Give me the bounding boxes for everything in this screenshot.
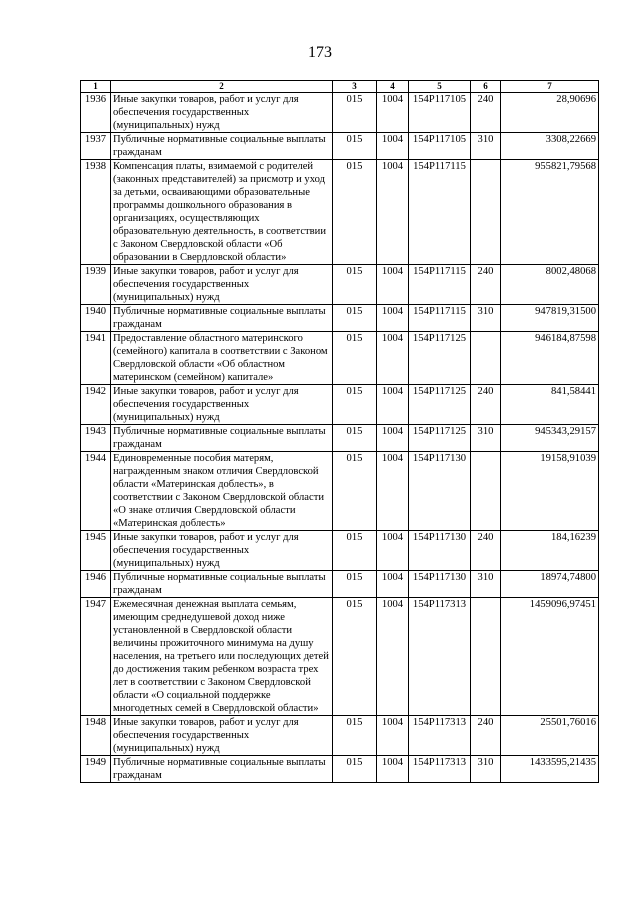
amount-cell: 946184,87598: [501, 332, 599, 385]
expense-name-cell: Публичные нормативные социальные выплаты гражданам: [111, 571, 333, 598]
column-header: 4: [377, 81, 409, 93]
ministry-code-cell: 015: [333, 716, 377, 756]
ministry-code-cell: 015: [333, 93, 377, 133]
table-row: [81, 133, 599, 160]
table-row: [81, 531, 599, 571]
ministry-code-cell: 015: [333, 571, 377, 598]
target-article-code-cell: 154P117313: [409, 716, 471, 756]
amount-cell: 28,90696: [501, 93, 599, 133]
target-article-code-cell: 154P117105: [409, 93, 471, 133]
ministry-code-cell: 015: [333, 531, 377, 571]
target-article-code-cell: 154P117130: [409, 571, 471, 598]
target-article-code-cell: 154P117125: [409, 425, 471, 452]
row-number-cell: 1947: [81, 598, 111, 716]
expense-type-code-cell: 310: [471, 305, 501, 332]
column-header: 5: [409, 81, 471, 93]
expense-type-code-cell: 240: [471, 93, 501, 133]
table-row: [81, 305, 599, 332]
section-code-cell: 1004: [377, 756, 409, 783]
row-number-cell: 1942: [81, 385, 111, 425]
row-number-cell: 1936: [81, 93, 111, 133]
expense-name-cell: Единовременные пособия матерям, награжденным знаком отличия Свердловской области «Материнская доблесть», в соответствии с Законом Свердловской области «О знаке отличия Свердловской области «Материнская доблесть»: [111, 452, 333, 531]
table-row: [81, 93, 599, 133]
expense-name-cell: Иные закупки товаров, работ и услуг для обеспечения государственных (муниципальных) нужд: [111, 93, 333, 133]
table-body: [81, 93, 599, 783]
ministry-code-cell: 015: [333, 133, 377, 160]
section-code-cell: 1004: [377, 598, 409, 716]
ministry-code-cell: 015: [333, 425, 377, 452]
target-article-code-cell: 154P117125: [409, 332, 471, 385]
amount-cell: 947819,31500: [501, 305, 599, 332]
expense-type-code-cell: 310: [471, 756, 501, 783]
ministry-code-cell: 015: [333, 385, 377, 425]
expense-name-cell: Публичные нормативные социальные выплаты гражданам: [111, 133, 333, 160]
target-article-code-cell: 154P117125: [409, 385, 471, 425]
budget-table: [80, 80, 599, 783]
target-article-code-cell: 154P117115: [409, 265, 471, 305]
ministry-code-cell: 015: [333, 756, 377, 783]
amount-cell: 8002,48068: [501, 265, 599, 305]
table-row: [81, 160, 599, 265]
amount-cell: 1459096,97451: [501, 598, 599, 716]
amount-cell: 945343,29157: [501, 425, 599, 452]
table-row: [81, 265, 599, 305]
row-number-cell: 1944: [81, 452, 111, 531]
section-code-cell: 1004: [377, 133, 409, 160]
row-number-cell: 1941: [81, 332, 111, 385]
expense-name-cell: Предоставление областного материнского (семейного) капитала в соответствии с Законом Свердловской области «Об областном материнском (семейном) капитале»: [111, 332, 333, 385]
expense-name-cell: Публичные нормативные социальные выплаты гражданам: [111, 305, 333, 332]
ministry-code-cell: 015: [333, 265, 377, 305]
ministry-code-cell: 015: [333, 160, 377, 265]
target-article-code-cell: 154P117130: [409, 452, 471, 531]
row-number-cell: 1946: [81, 571, 111, 598]
column-header: 1: [81, 81, 111, 93]
amount-cell: 25501,76016: [501, 716, 599, 756]
row-number-cell: 1938: [81, 160, 111, 265]
row-number-cell: 1943: [81, 425, 111, 452]
expense-type-code-cell: 240: [471, 265, 501, 305]
table-row: [81, 598, 599, 716]
section-code-cell: 1004: [377, 305, 409, 332]
expense-type-code-cell: 240: [471, 716, 501, 756]
section-code-cell: 1004: [377, 452, 409, 531]
expense-name-cell: Публичные нормативные социальные выплаты гражданам: [111, 425, 333, 452]
row-number-cell: 1948: [81, 716, 111, 756]
ministry-code-cell: 015: [333, 598, 377, 716]
column-header: 6: [471, 81, 501, 93]
expense-type-code-cell: 240: [471, 531, 501, 571]
row-number-cell: 1939: [81, 265, 111, 305]
column-header: 2: [111, 81, 333, 93]
section-code-cell: 1004: [377, 332, 409, 385]
expense-name-cell: Компенсация платы, взимаемой с родителей (законных представителей) за присмотр и уход за детьми, осваивающими образовательные программы дошкольного образования в организациях, осуществляющих образовательную деятельность, в соответствии с Законом Свердловской области «Об образовании в Свердловской области»: [111, 160, 333, 265]
target-article-code-cell: 154P117115: [409, 160, 471, 265]
amount-cell: 841,58441: [501, 385, 599, 425]
amount-cell: 19158,91039: [501, 452, 599, 531]
page-number: 173: [308, 44, 332, 61]
table-row: [81, 452, 599, 531]
row-number-cell: 1940: [81, 305, 111, 332]
section-code-cell: 1004: [377, 425, 409, 452]
expense-name-cell: Иные закупки товаров, работ и услуг для обеспечения государственных (муниципальных) нужд: [111, 265, 333, 305]
row-number-cell: 1949: [81, 756, 111, 783]
expense-type-code-cell: 310: [471, 133, 501, 160]
table-row: [81, 716, 599, 756]
amount-cell: 184,16239: [501, 531, 599, 571]
expense-name-cell: Иные закупки товаров, работ и услуг для обеспечения государственных (муниципальных) нужд: [111, 531, 333, 571]
section-code-cell: 1004: [377, 531, 409, 571]
target-article-code-cell: 154P117313: [409, 756, 471, 783]
table-row: [81, 425, 599, 452]
table-row: [81, 332, 599, 385]
ministry-code-cell: 015: [333, 332, 377, 385]
expense-type-code-cell: [471, 332, 501, 385]
expense-name-cell: Ежемесячная денежная выплата семьям, имеющим среднедушевой доход ниже установленной в Свердловской области величины прожиточного минимума на душу населения, на третьего или последующих детей до достижения таким ребенком возраста трех лет в соответствии с Законом Свердловской области «О социальной поддержке многодетных семей в Свердловской области»: [111, 598, 333, 716]
expense-type-code-cell: [471, 160, 501, 265]
header-row: [81, 81, 599, 93]
target-article-code-cell: 154P117130: [409, 531, 471, 571]
expense-name-cell: Публичные нормативные социальные выплаты гражданам: [111, 756, 333, 783]
column-header: 3: [333, 81, 377, 93]
ministry-code-cell: 015: [333, 305, 377, 332]
section-code-cell: 1004: [377, 93, 409, 133]
table-row: [81, 385, 599, 425]
table-row: [81, 571, 599, 598]
expense-name-cell: Иные закупки товаров, работ и услуг для обеспечения государственных (муниципальных) нужд: [111, 385, 333, 425]
ministry-code-cell: 015: [333, 452, 377, 531]
amount-cell: 1433595,21435: [501, 756, 599, 783]
target-article-code-cell: 154P117105: [409, 133, 471, 160]
target-article-code-cell: 154P117115: [409, 305, 471, 332]
section-code-cell: 1004: [377, 160, 409, 265]
column-header: 7: [501, 81, 599, 93]
expense-type-code-cell: 240: [471, 385, 501, 425]
row-number-cell: 1945: [81, 531, 111, 571]
expense-type-code-cell: 310: [471, 425, 501, 452]
table-row: [81, 756, 599, 783]
row-number-cell: 1937: [81, 133, 111, 160]
section-code-cell: 1004: [377, 385, 409, 425]
expense-name-cell: Иные закупки товаров, работ и услуг для обеспечения государственных (муниципальных) нужд: [111, 716, 333, 756]
section-code-cell: 1004: [377, 716, 409, 756]
section-code-cell: 1004: [377, 265, 409, 305]
amount-cell: 18974,74800: [501, 571, 599, 598]
target-article-code-cell: 154P117313: [409, 598, 471, 716]
expense-type-code-cell: [471, 598, 501, 716]
expense-type-code-cell: 310: [471, 571, 501, 598]
section-code-cell: 1004: [377, 571, 409, 598]
amount-cell: 955821,79568: [501, 160, 599, 265]
expense-type-code-cell: [471, 452, 501, 531]
amount-cell: 3308,22669: [501, 133, 599, 160]
